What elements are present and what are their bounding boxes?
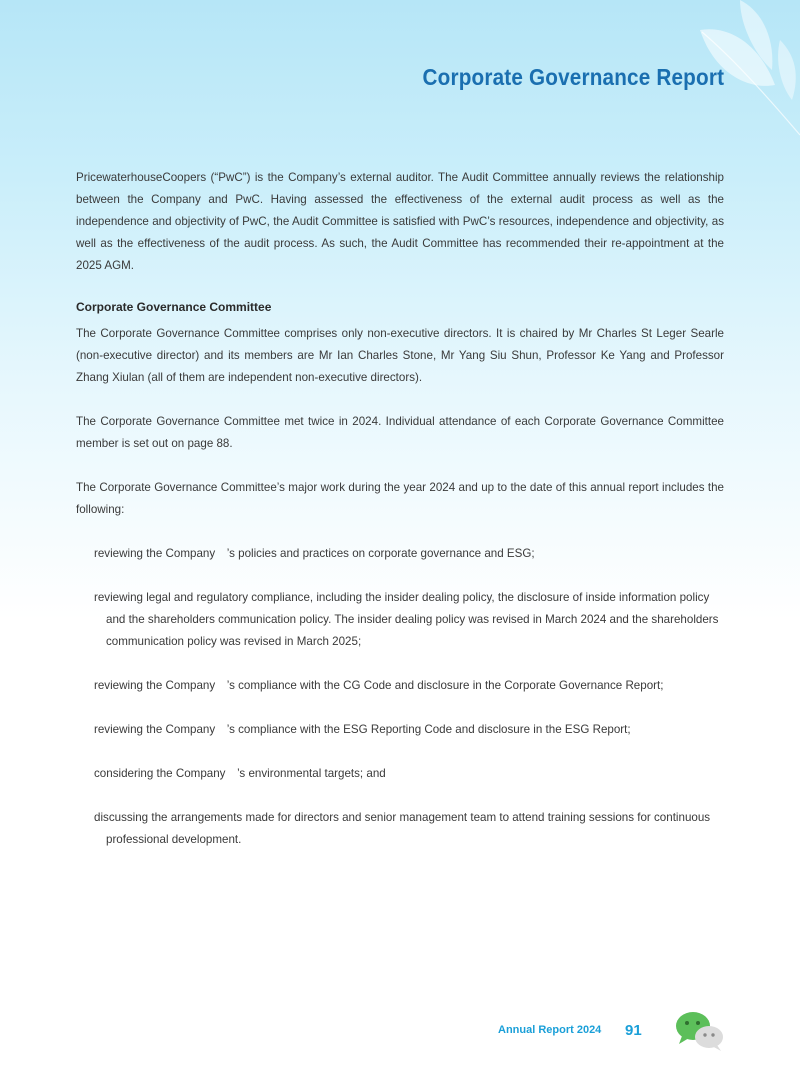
section-heading: Corporate Governance Committee [76,300,272,314]
intro-paragraph: PricewaterhouseCoopers (“PwC”) is the Company’s external auditor. The Audit Committee annually reviews the relationship between the Company and PwC. Having assessed the effectiveness of the external audit process as well as the independence and objectivity of PwC, the Audit Committee is satisfied with PwC’s resources, independence and objectivity, as well as the effectiveness of the audit process. As such, the Audit Committee has recommended their re-appointment at the 2025 AGM. [76,171,724,272]
main-content [76,167,724,851]
list-item: reviewing legal and regulatory compliance, including the insider dealing policy, the disclosure of inside information policy and the shareholders communication policy. The insider dealing policy was revised in March 2024 and the shareholders communication policy was revised in March 2025; [94,591,719,648]
major-work-list [76,543,724,851]
page-title: Corporate Governance Report [422,64,724,90]
list-item: reviewing the Company ’s compliance with the ESG Reporting Code and disclosure in the ESG Report; [94,723,631,736]
major-work-paragraph: The Corporate Governance Committee’s major work during the year 2024 and up to the date of this annual report includes the following: [76,481,724,516]
list-item: discussing the arrangements made for directors and senior management team to attend training sessions for continuous professional development. [94,811,711,846]
list-item: reviewing the Company ’s compliance with the CG Code and disclosure in the Corporate Governance Report; [94,679,664,692]
list-item: considering the Company ’s environmental targets; and [94,767,386,780]
footer-report-label: Annual Report 2024 [498,1024,602,1036]
meeting-attendance-paragraph: The Corporate Governance Committee met twice in 2024. Individual attendance of each Corporate Governance Committee member is set out on page 88. [76,415,724,450]
list-item: reviewing the Company ’s policies and practices on corporate governance and ESG; [94,547,535,560]
committee-composition-paragraph: The Corporate Governance Committee comprises only non-executive directors. It is chaired by Mr Charles St Leger Searle (non-executive director) and its members are Mr Ian Charles Stone, Mr Yang Siu Shun, Professor Ke Yang and Professor Zhang Xiulan (all of them are independent non-executive directors). [76,327,724,384]
chat-bubbles-icon [674,1010,726,1052]
page-number: 91 [625,1022,642,1039]
